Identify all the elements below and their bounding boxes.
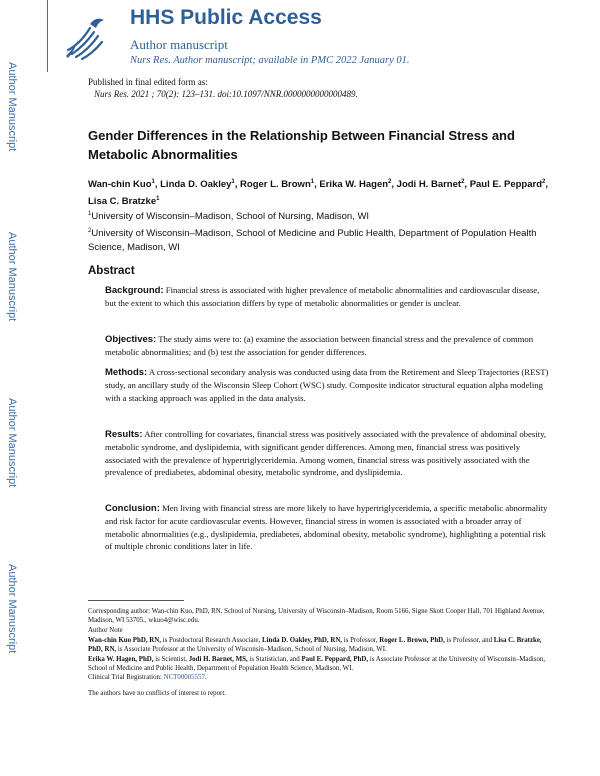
author-name: Erika W. Hagen [319, 179, 389, 191]
conflict-statement: The authors have no conflicts of interest to report. [88, 689, 226, 697]
affiliation: $^2$University of Wisconsin–Madison, School of Medicine and Public Health, Department of Population Health Science, Madison, WI [88, 228, 537, 254]
abstract-heading: Abstract [88, 265, 135, 277]
author-name: Roger L. Brown [240, 179, 311, 191]
header-divider [47, 0, 48, 72]
abstract-section-conclusion: Conclusion: Men living with financial stress are more likely to have hypertriglyceridemia, a specific metabolic abnormality and risk factor for acute cardiovascular events. However, financial stress in women is associated with a broader array of metabolic abnormalities (e.g., dyslipidemia, prediabetes, abdominal obesity, metabolic syndrome), highlighting a potential risk of multiple chronic conditions later in life. [105, 503, 548, 552]
author-name: Wan-chin Kuo [88, 179, 152, 191]
author-name: Lisa C. Bratzke [88, 196, 157, 208]
footnote-divider [88, 600, 184, 601]
author-note-2: Erika W. Hagen, PhD, is Scientist, Jodi H. Barnet, MS, is Statistician, and Paul E. Peppard, PhD, is Associate Professor at the University of Wisconsin–Madison, School of Medicine and Public Health, Department of Population Health Science, Madison, WI. [88, 655, 546, 672]
journal-availability-line: Nurs Res. Author manuscript; available in PMC 2022 January 01. [130, 55, 410, 66]
footnotes [88, 607, 558, 698]
author-list: Wan-chin Kuo$^1$, Linda D. Oakley$^1$, Roger L. Brown$^1$, Erika W. Hagen$^2$, Jodi H. Barnet$^2$, Paul E. Peppard$^2$, Lisa C. Bratzke$^1$ [88, 179, 548, 208]
author-name: Paul E. Peppard [469, 179, 543, 191]
abstract-section-background: Background: Financial stress is associated with higher prevalence of metabolic abnormalities and cardiovascular disease, but the extent to which this association differs by type of metabolic abnormalities or gender is unclear. [105, 285, 540, 309]
author-name: Linda D. Oakley [160, 179, 232, 191]
author-note-1: Wan-chin Kuo PhD, RN, is Postdoctoral Research Associate, Linda D. Oakley, PhD, RN, is Professor, Roger L. Brown, PhD, is Professor, and Lisa C. Bratzke, PhD, RN, is Associate Professor at the University of Wisconsin–Madison, School of Nursing, Madison, WI. [88, 636, 542, 653]
sidebar-label: Author Manuscript [6, 62, 18, 152]
hhs-public-access-title: HHS Public Access [130, 6, 322, 29]
published-in-label: Published in final edited form as: [88, 77, 208, 87]
sidebar-label: Author Manuscript [6, 564, 18, 654]
article-title: Gender Differences in the Relationship Between Financial Stress and Metabolic Abnormalities [88, 128, 515, 162]
hhs-eagle-logo-icon [60, 10, 112, 62]
author-note-label: Author Note [88, 626, 123, 634]
sidebar-label: Author Manuscript [6, 398, 18, 488]
left-margin-sidebar [0, 0, 47, 776]
author-name: Jodi H. Barnet [396, 179, 462, 191]
abstract-section-methods: Methods: A cross-sectional secondary analysis was conducted using data from the Retirement and Sleep Trajectories (REST) study, an ancillary study of the Wisconsin Sleep Cohort (WSC) study. Composite indicator structural equation alpha modeling with a stacking approach was applied in the data analysis. [105, 367, 549, 403]
clinical-trial-registration: Clinical Trial Registration: NCT00005557. [88, 674, 207, 682]
corresponding-author-note: Corresponding author: Wan-chin Kuo, PhD, RN, School of Nursing, University of Wisconsin–Madison, Room 5166, Signe Skott Cooper Hall, 701 Highland Avenue, Madison, WI 53705., wkuo4@wisc.edu. [88, 608, 545, 625]
citation-line: Nurs Res. 2021 ; 70(2): 123–131. doi:10.1097/NNR.0000000000000489. [94, 89, 358, 99]
abstract-section-results: Results: After controlling for covariates, financial stress was positively associated with the prevalence of abdominal obesity, metabolic syndrome, and dyslipidemia, with significant gender differences. Among men, financial stress was positively associated with the prevalence of hypertriglyceridemia. Among women, financial stress was positively associated with the prevalence of prediabetes, abdominal obesity, metabolic syndrome, and dyslipidemia. [105, 429, 547, 478]
abstract-section-objectives: Objectives: The study aims were to: (a) examine the association between financial stress and the prevalence of common metabolic abnormalities; and (b) test the association for gender differences. [105, 334, 534, 358]
sidebar-label: Author Manuscript [6, 232, 18, 322]
affiliation: $^1$University of Wisconsin–Madison, School of Nursing, Madison, WI [88, 211, 370, 223]
trial-id-link[interactable]: NCT00005557 [163, 674, 205, 682]
author-manuscript-subtitle: Author manuscript [130, 37, 228, 52]
